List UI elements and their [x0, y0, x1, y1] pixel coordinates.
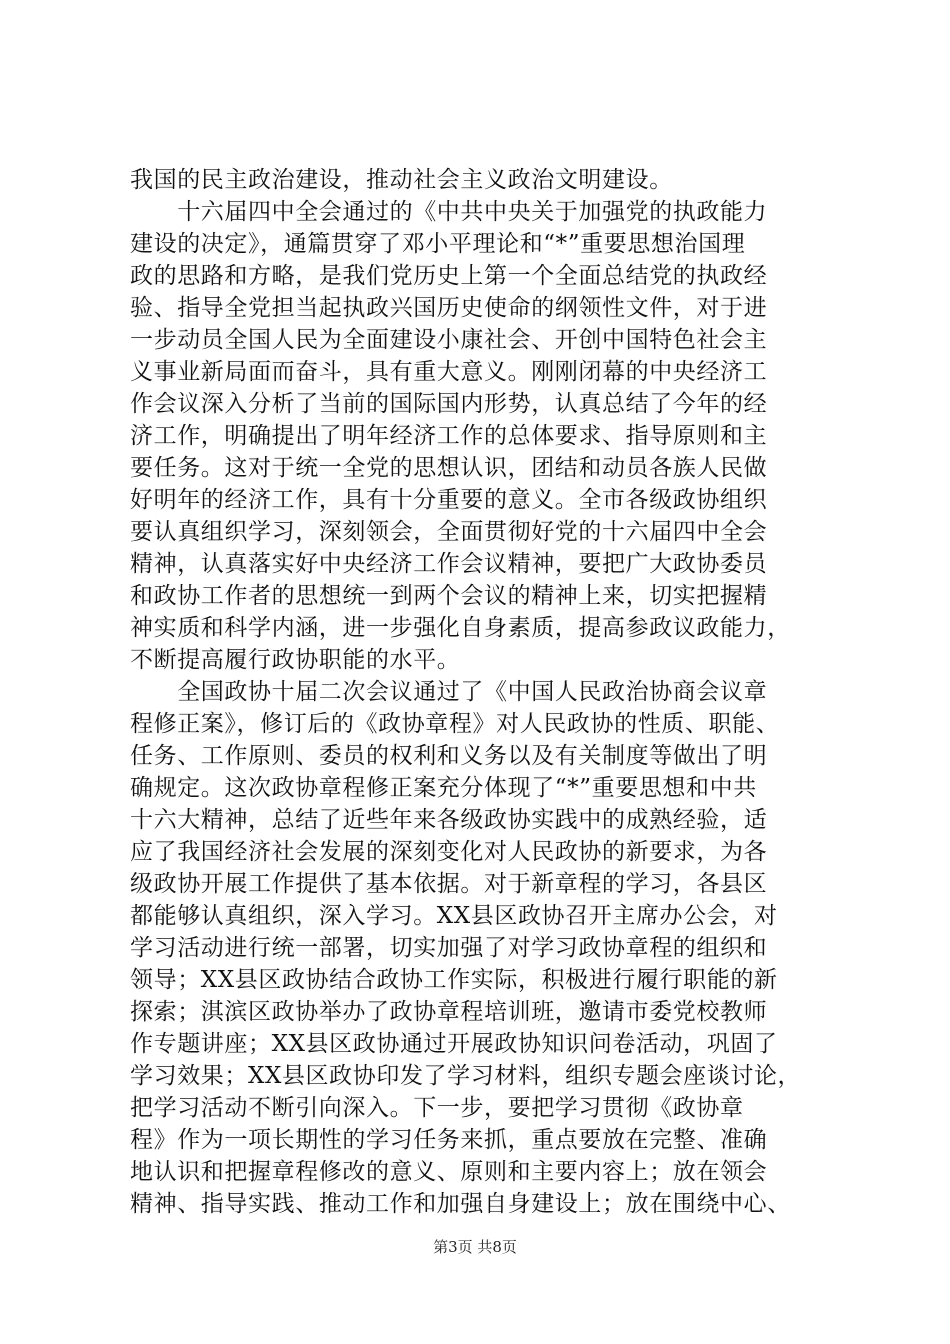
text-line: 和政协工作者的思想统一到两个会议的精神上来，切实把握精 — [130, 583, 768, 609]
text-line: 政的思路和方略，是我们党历史上第一个全面总结党的执政经 — [130, 263, 768, 289]
text-line: 要任务。这对于统一全党的思想认识，团结和动员各族人民做 — [130, 455, 768, 481]
text-line: 任务、工作原则、委员的权利和义务以及有关制度等做出了明 — [130, 743, 768, 769]
text-line: 探索；淇滨区政协举办了政协章程培训班，邀请市委党校教师 — [130, 999, 768, 1025]
text-line: 验、指导全党担当起执政兴国历史使命的纲领性文件，对于进 — [130, 295, 768, 321]
page-footer — [0, 1237, 950, 1257]
text-line: 把学习活动不断引向深入。下一步，要把学习贯彻《政协章 — [130, 1095, 744, 1121]
text-line: 一步动员全国人民为全面建设小康社会、开创中国特色社会主 — [130, 327, 768, 353]
text-line: 领导；XX县区政协结合政协工作实际，积极进行履行职能的新 — [130, 967, 778, 993]
text-line: 十六届四中全会通过的《中共中央关于加强党的执政能力 — [130, 199, 768, 225]
text-line: 义事业新局面而奋斗，具有重大意义。刚刚闭幕的中央经济工 — [130, 359, 768, 385]
text-line: 十六大精神，总结了近些年来各级政协实践中的成熟经验，适 — [130, 807, 768, 833]
text-line: 作会议深入分析了当前的国际国内形势，认真总结了今年的经 — [130, 391, 768, 417]
text-line: 神实质和科学内涵，进一步强化自身素质，提高参政议政能力， — [130, 615, 791, 641]
page-number: 第3页 共8页 — [433, 1238, 517, 1256]
text-line: 全国政协十届二次会议通过了《中国人民政治协商会议章 — [130, 679, 768, 705]
text-line: 地认识和把握章程修改的意义、原则和主要内容上；放在领会 — [130, 1159, 768, 1185]
text-line: 要认真组织学习，深刻领会，全面贯彻好党的十六届四中全会 — [130, 519, 768, 545]
text-line: 都能够认真组织，深入学习。XX县区政协召开主席办公会，对 — [130, 903, 778, 929]
text-line: 应了我国经济社会发展的深刻变化对人民政协的新要求，为各 — [130, 839, 768, 865]
text-line: 级政协开展工作提供了基本依据。对于新章程的学习，各县区 — [130, 871, 768, 897]
text-line: 济工作，明确提出了明年经济工作的总体要求、指导原则和主 — [130, 423, 768, 449]
text-line: 程修正案》，修订后的《政协章程》对人民政协的性质、职能、 — [130, 711, 780, 737]
text-line: 精神、指导实践、推动工作和加强自身建设上；放在围绕中心、 — [130, 1191, 791, 1217]
text-line: 建设的决定》，通篇贯穿了邓小平理论和“*”重要思想治国理 — [130, 231, 746, 257]
document-body — [130, 164, 830, 1220]
text-line: 作专题讲座；XX县区政协通过开展政协知识问卷活动，巩固了 — [130, 1031, 778, 1057]
text-line: 精神，认真落实好中央经济工作会议精神，要把广大政协委员 — [130, 551, 768, 577]
text-line: 确规定。这次政协章程修正案充分体现了“*”重要思想和中共 — [130, 775, 757, 801]
text-line: 学习活动进行统一部署，切实加强了对学习政协章程的组织和 — [130, 935, 768, 961]
text-line: 好明年的经济工作，具有十分重要的意义。全市各级政协组织 — [130, 487, 768, 513]
text-line: 程》作为一项长期性的学习任务来抓，重点要放在完整、准确 — [130, 1127, 768, 1153]
text-line: 学习效果；XX县区政协印发了学习材料，组织专题会座谈讨论， — [130, 1063, 802, 1089]
text-line: 我国的民主政治建设，推动社会主义政治文明建设。 — [130, 167, 673, 193]
text-line: 不断提高履行政协职能的水平。 — [130, 647, 461, 673]
